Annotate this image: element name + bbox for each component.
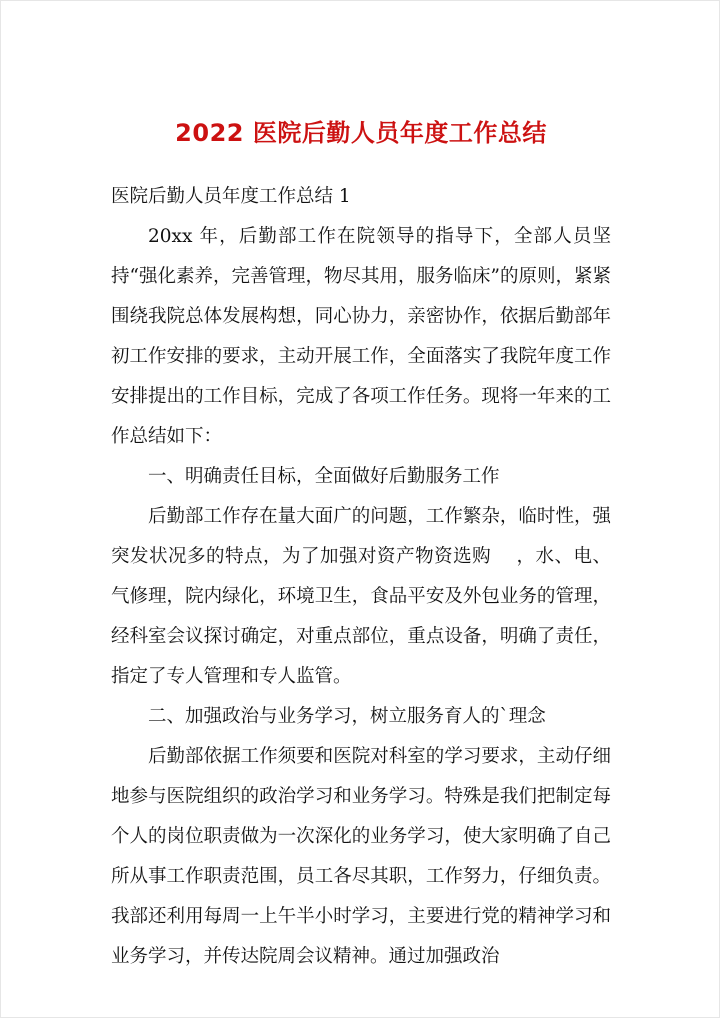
- section-heading-2: 二、加强政治与业务学习，树立服务育人的`理念: [148, 706, 546, 727]
- document-subtitle: 医院后勤人员年度工作总结 1: [111, 186, 351, 207]
- section-heading-1: 一、明确责任目标，全面做好后勤服务工作: [148, 466, 500, 487]
- document-title: 2022 医院后勤人员年度工作总结: [175, 119, 547, 147]
- document-body: [111, 177, 611, 977]
- paragraph-section-2: 后勤部依据工作须要和医院对科室的学习要求，主动仔细地参与医院组织的政治学习和业务学习。特殊是我们把制定每个人的岗位职责做为一次深化的业务学习，使大家明确了自己所从事工作职责范围，员工各尽其职，工作努力，仔细负责。我部还利用每周一上午半小时学习，主要进行党的精神学习和业务学习，并传达院周会议精神。通过加强政治: [111, 746, 611, 967]
- paragraph-intro: 20xx 年，后勤部工作在院领导的指导下，全部人员坚持“强化素养，完善管理，物尽其用，服务临床”的原则，紧紧围绕我院总体发展构想，同心协力，亲密协作，依据后勤部年初工作安排的要求，主动开展工作，全面落实了我院年度工作安排提出的工作目标，完成了各项工作任务。现将一年来的工作总结如下：: [111, 226, 611, 447]
- paragraph-section-1: 后勤部工作存在量大面广的问题，工作繁杂，临时性，强突发状况多的特点，为了加强对资产物资选购 ，水、电、气修理，院内绿化，环境卫生，食品平安及外包业务的管理，经科室会议探讨确定，对重点部位，重点设备，明确了责任，指定了专人管理和专人监管。: [111, 506, 611, 687]
